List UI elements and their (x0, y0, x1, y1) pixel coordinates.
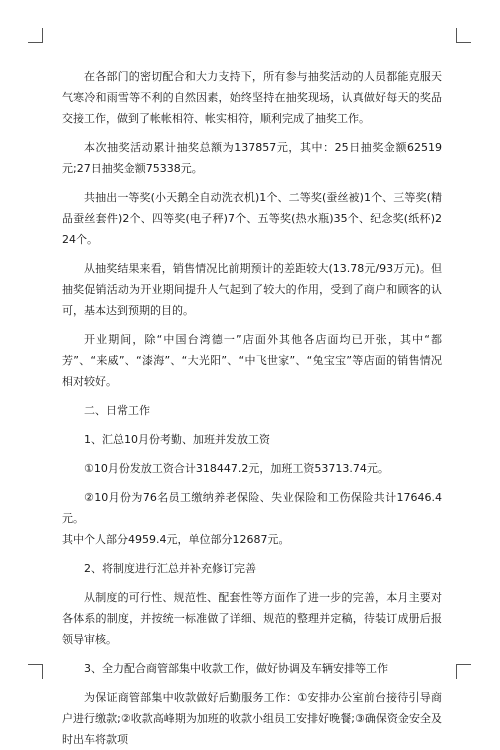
paragraph-results: 从抽奖结果来看，销售情况比前期预计的差距较大(13.78元/93万元)。但抽奖促销活动为开业期间提升人气起到了较大的作用，受到了商户和顾客的认可，基本达到预期的目的。 (62, 262, 442, 317)
crop-mark-top-left (28, 28, 43, 43)
list-item-insurance: ②10月份为76名员工缴纳养老保险、失业保险和工伤保险共计17646.4元。 (62, 491, 442, 525)
paragraph-collection: 为保证商管部集中收款做好后勤服务工作：①安排办公室前台接待引导商户进行缴款;②收款高峰期为加班的收款小组员工安排好晚餐;③确保资金安全及时出车将款项 (62, 691, 442, 746)
subheading-collection: 3、全力配合商管部集中收款工作，做好协调及车辆安排等工作 (84, 662, 388, 675)
section-heading-daily-work: 二、日常工作 (84, 404, 150, 417)
subheading-regulations: 2、将制度进行汇总并补充修订完善 (84, 562, 256, 575)
paragraph-regulations: 从制度的可行性、规范性、配套性等方面作了进一步的完善，本月主要对各体系的制度，并按统一标准做了详细、规范的整理并定稿，待装订成册后报领导审核。 (62, 591, 442, 646)
paragraph-prizes: 共抽出一等奖(小天鹅全自动洗衣机)1个、二等奖(蚕丝被)1个、三等奖(精品蚕丝套件)2个、四等奖(电子秤)7个、五等奖(热水瓶)35个、纪念奖(纸杯)224个。 (62, 191, 442, 246)
crop-mark-bottom-left (28, 664, 43, 679)
list-item-payroll-total: ①10月份发放工资合计318447.2元，加班工资53713.74元。 (84, 462, 389, 475)
paragraph-insurance-breakdown: 其中个人部分4959.4元，单位部分12687元。 (62, 533, 290, 546)
paragraph-opening-stores: 开业期间，除“中国台湾德一”店面外其他各店面均已开张，其中“都芳”、“来威”、“漆海”、“大光阳”、“中飞世家”、“兔宝宝”等店面的销售情况相对较好。 (62, 333, 442, 388)
crop-mark-top-right (456, 28, 471, 43)
paragraph-lottery-total: 本次抽奖活动累计抽奖总额为137857元，其中：25日抽奖金额62519元;27日抽奖金额75338元。 (62, 141, 442, 175)
paragraph-lottery-summary: 在各部门的密切配合和大力支持下，所有参与抽奖活动的人员都能克服天气寒冷和雨雪等不利的自然因素，始终坚持在抽奖现场，认真做好每天的奖品交接工作，做到了帐帐相符、帐实相符，顺利完成了抽奖工作。 (62, 70, 442, 125)
crop-mark-bottom-right (456, 664, 471, 679)
document-body (62, 66, 442, 746)
subheading-attendance-payroll: 1、汇总10月份考勤、加班并发放工资 (84, 433, 270, 446)
